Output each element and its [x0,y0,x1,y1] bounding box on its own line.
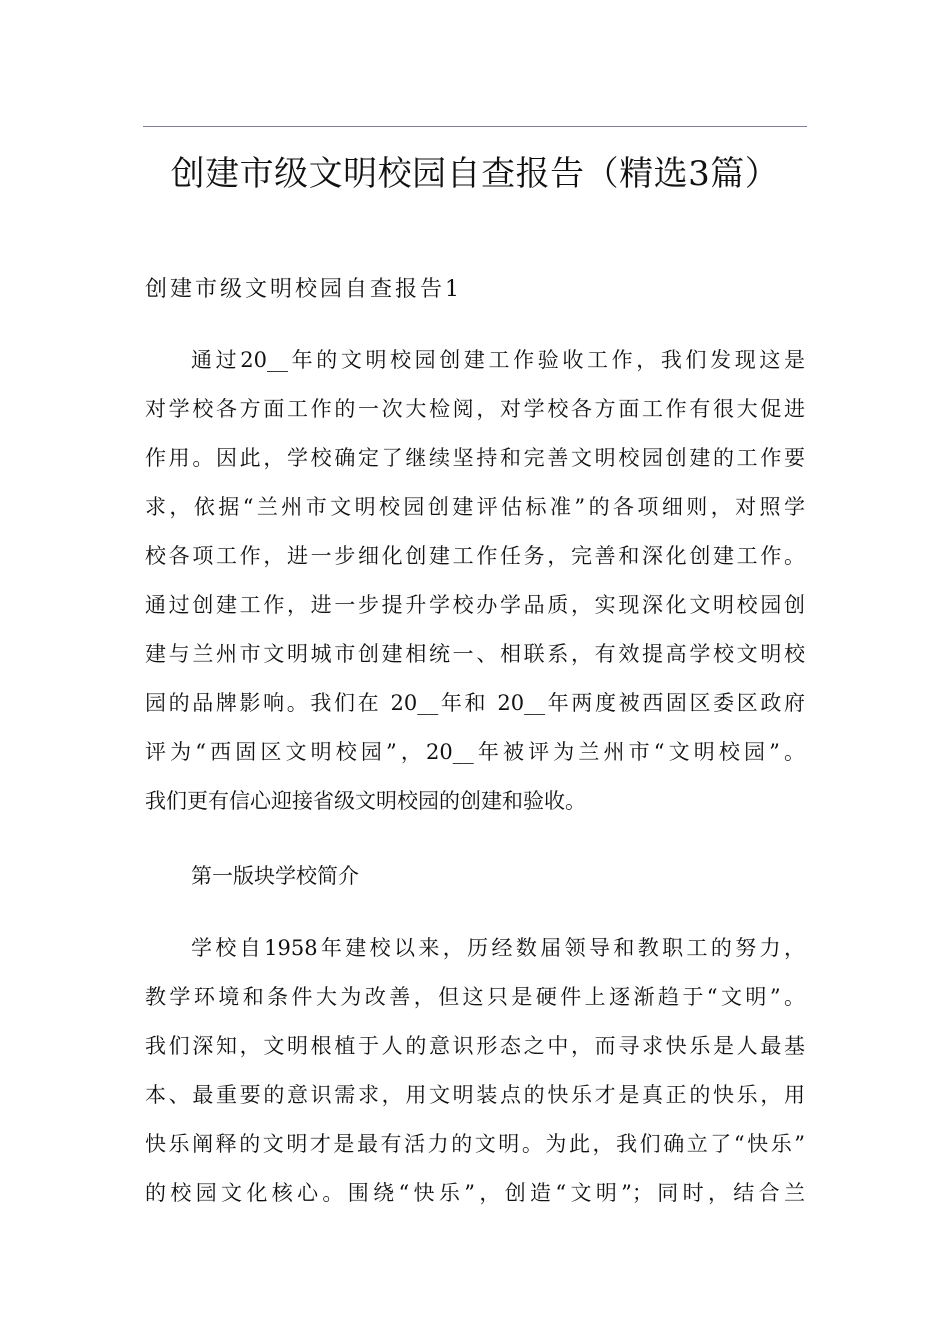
paragraph-line: 快乐阐释的文明才是最有活力的文明。为此，我们确立了“快乐” [145,1132,805,1156]
paragraph-line: 学校自1958年建校以来，历经数届领导和教职工的努力， [191,936,805,960]
document-title: 创建市级文明校园自查报告（精选3篇） [170,154,780,194]
paragraph-1 [145,336,805,826]
paragraph-line: 作用。因此，学校确定了继续坚持和完善文明校园创建的工作要 [145,446,805,470]
paragraph-line: 通过20__年的文明校园创建工作验收工作，我们发现这是 [191,348,805,372]
paragraph-line: 求，依据“兰州市文明校园创建评估标准”的各项细则，对照学 [145,495,805,519]
paragraph-line: 通过创建工作，进一步提升学校办学品质，实现深化文明校园创 [145,593,805,617]
paragraph-line: 校各项工作，进一步细化创建工作任务，完善和深化创建工作。 [145,544,805,568]
paragraph-line: 对学校各方面工作的一次大检阅，对学校各方面工作有很大促进 [145,397,805,421]
paragraph-line: 园的品牌影响。我们在 20__年和 20__年两度被西固区委区政府 [145,691,805,715]
paragraph-line: 本、最重要的意识需求，用文明装点的快乐才是真正的快乐，用 [145,1083,805,1107]
section-heading: 创建市级文明校园自查报告1 [145,277,462,302]
subheading-text: 第一版块学校简介 [191,864,359,888]
header-rule [143,126,807,127]
subheading [145,852,805,901]
paragraph-line: 我们更有信心迎接省级文明校园的创建和验收。 [145,789,586,813]
paragraph-line: 的校园文化核心。围绕“快乐”，创造“文明”；同时，结合兰 [145,1181,805,1205]
paragraph-line: 教学环境和条件大为改善，但这只是硬件上逐渐趋于“文明”。 [145,985,805,1009]
paragraph-line: 建与兰州市文明城市创建相统一、相联系，有效提高学校文明校 [145,642,805,666]
paragraph-line: 我们深知，文明根植于人的意识形态之中，而寻求快乐是人最基 [145,1034,805,1058]
paragraph-2 [145,924,805,1218]
paragraph-line: 评为“西固区文明校园”，20__年被评为兰州市“文明校园”。 [145,740,805,764]
